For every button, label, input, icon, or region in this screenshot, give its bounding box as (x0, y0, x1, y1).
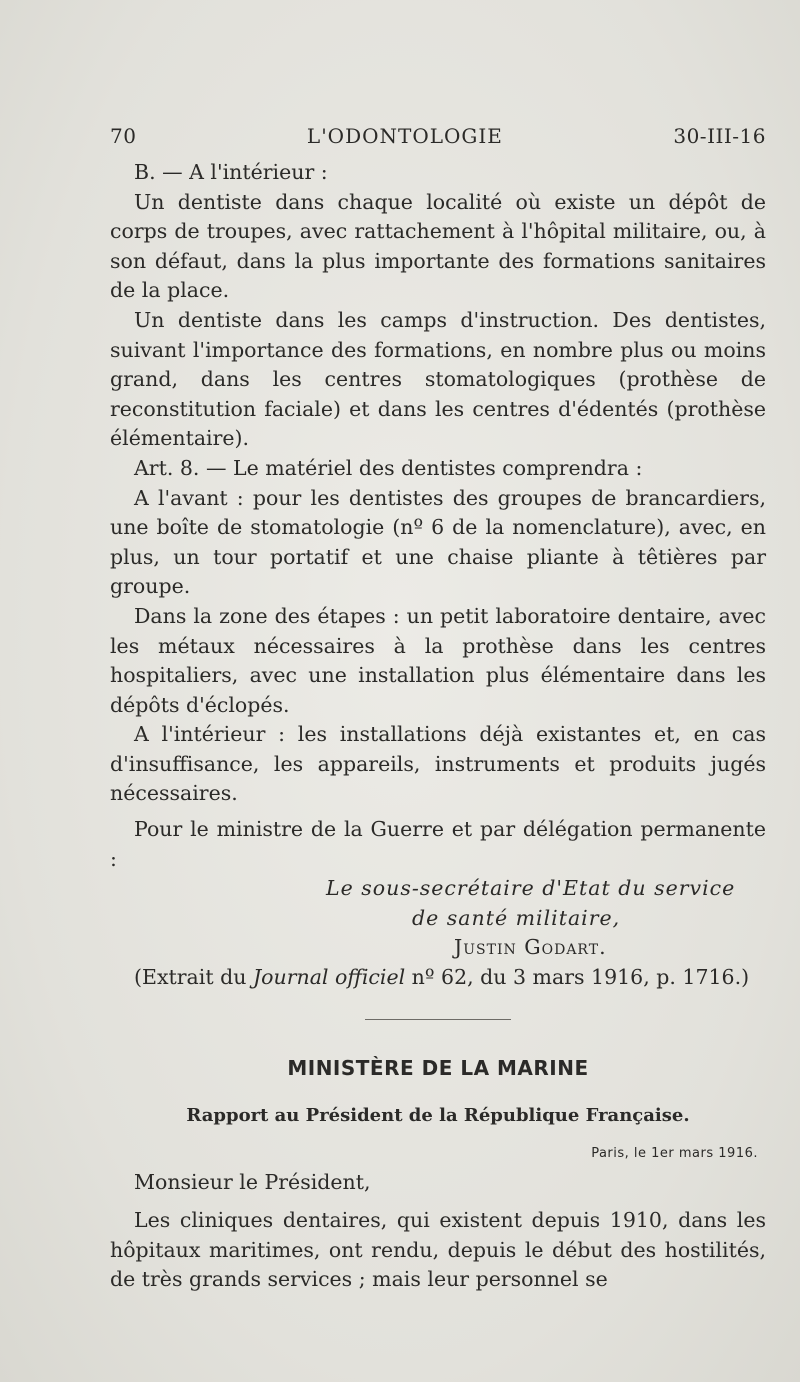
page-body (110, 158, 766, 1295)
report-heading: Rapport au Président de la République Française. (186, 1105, 690, 1127)
citation-journal: Journal officiel (252, 965, 406, 990)
paragraph: Un dentiste dans chaque localité où existe un dépôt de corps de troupes, avec rattachement à l'hôpital militaire, ou, à son défaut, dans la plus importante des formations sanitaires de la place. (110, 189, 766, 303)
paragraph: A l'intérieur : les installations déjà existantes et, en cas d'insuffisance, les appareils, instruments et produits jugés nécessaires. (110, 722, 766, 806)
paragraph: A l'avant : pour les dentistes des groupes de brancardiers, une boîte de stomatologie (nº 6 de la nomenclature), avec, en plus, un tour portatif et une chaise pliante à têtières par groupe. (110, 485, 766, 599)
signature-title-line-2: de santé militaire, (412, 905, 621, 930)
paragraph: Un dentiste dans les camps d'instruction. Des dentistes, suivant l'importance des formations, en nombre plus ou moins grand, dans les centres stomatologiques (prothèse de reconstitution faciale) et dans les centres d'édentés (prothèse élémentaire). (110, 307, 766, 451)
salutation: Monsieur le Président, (134, 1170, 371, 1195)
citation-prefix: (Extrait du (134, 965, 253, 990)
signature-block (110, 874, 766, 963)
paragraph: Dans la zone des étapes : un petit laboratoire dentaire, avec les métaux nécessaires à la prothèse dans les centres hospitaliers, avec une installation plus élémentaire dans les dépôts d'éclopés. (110, 603, 766, 717)
delegation-line: Pour le ministre de la Guerre et par délégation permanente : (110, 817, 766, 871)
page-number: 70 (110, 124, 137, 148)
signatory-name: Justin Godart. (454, 935, 607, 960)
citation-suffix: nº 62, du 3 mars 1916, p. 1716.) (405, 965, 750, 990)
article-8-heading: Art. 8. — Le matériel des dentistes comprendra : (134, 455, 643, 480)
ministry-heading: MINISTÈRE DE LA MARINE (287, 1055, 589, 1080)
closing-paragraph: Les cliniques dentaires, qui existent depuis 1910, dans les hôpitaux maritimes, ont rendu, depuis le début des hostilités, de très grands services ; mais leur personnel se (110, 1208, 766, 1292)
source-citation (110, 963, 766, 993)
journal-title: L'ODONTOLOGIE (306, 124, 503, 148)
dateline: Paris, le 1er mars 1916. (591, 1145, 758, 1161)
signature-title-line-1: Le sous-secrétaire d'Etat du service (326, 876, 736, 901)
section-heading-interieur: B. — A l'intérieur : (134, 160, 328, 184)
issue-date: 30-III-16 (673, 124, 766, 148)
section-divider (365, 1019, 511, 1020)
running-header (110, 124, 766, 148)
